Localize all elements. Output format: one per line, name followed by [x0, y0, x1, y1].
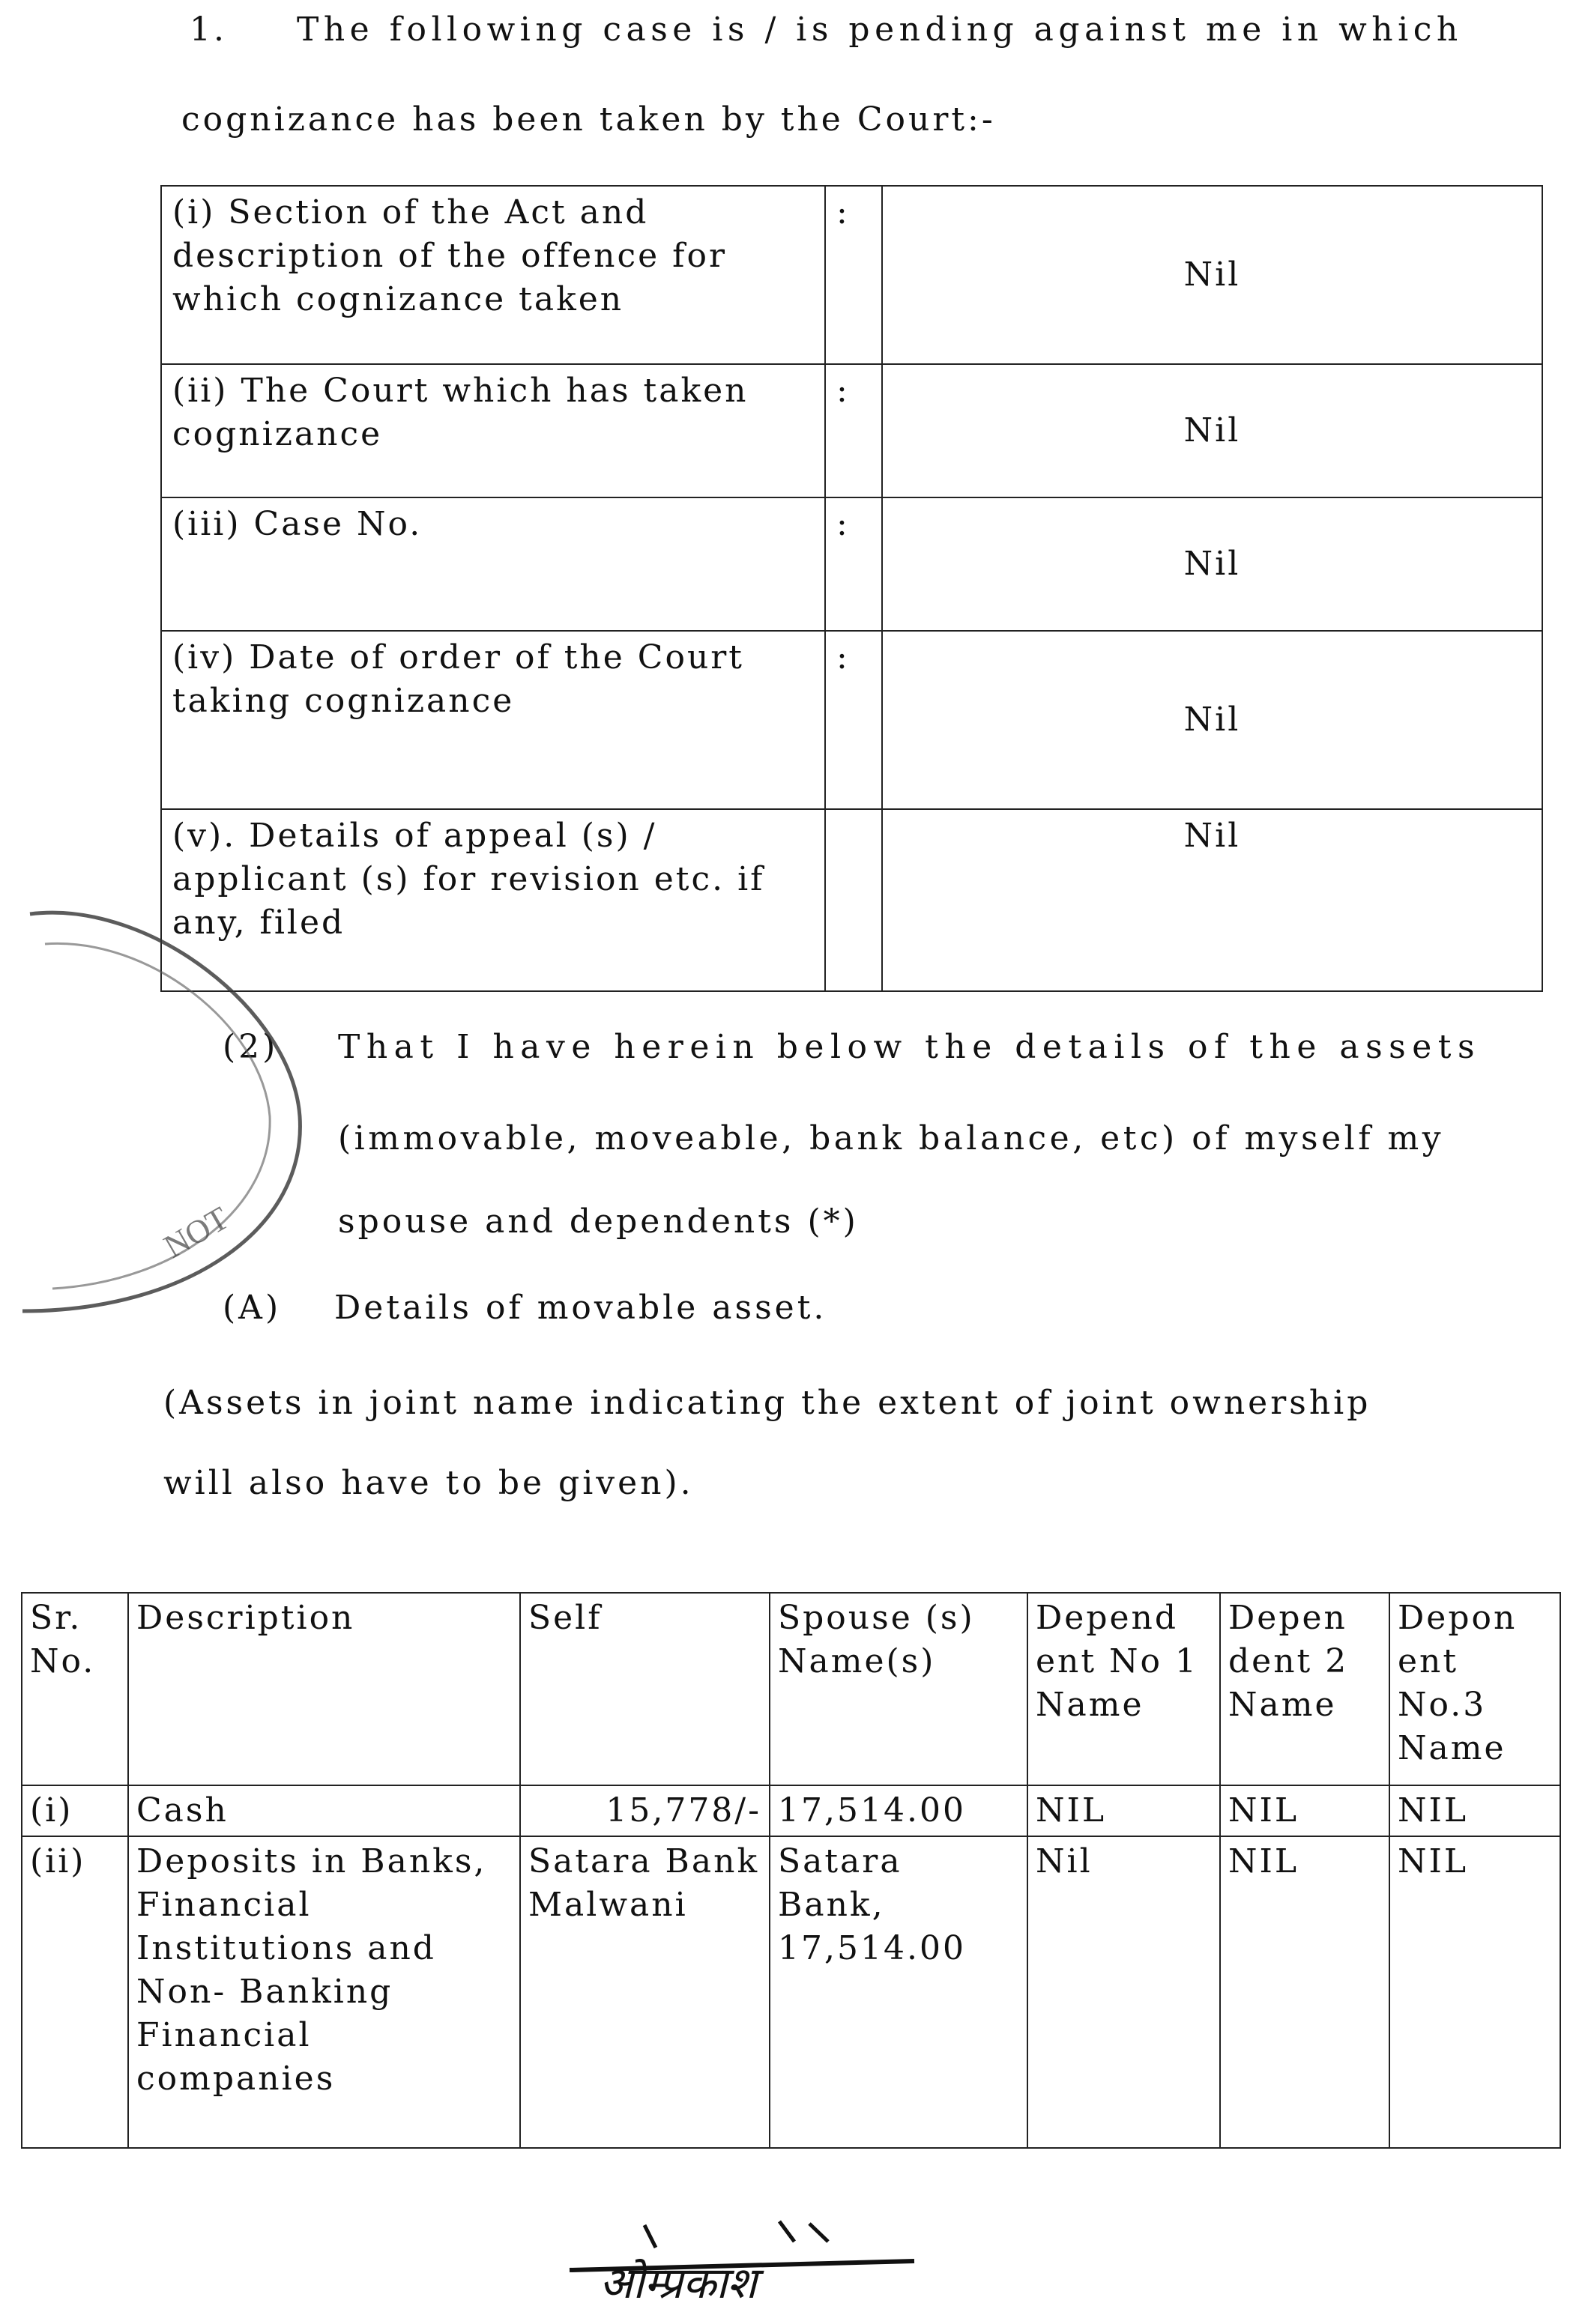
case-label: (ii) The Court which has taken cognizance — [161, 364, 825, 497]
case-value: Nil — [882, 809, 1542, 991]
cell: Cash — [128, 1785, 520, 1836]
signature-text: ओम्प्रकाश — [600, 2257, 757, 2308]
cell: NIL — [1220, 1836, 1389, 2148]
header-dependent-3: Depon ent No.3 Name — [1389, 1593, 1560, 1785]
table-row — [22, 1785, 1560, 1836]
case-value: Nil — [882, 186, 1542, 364]
intro-line-2: cognizance has been taken by the Court:- — [181, 100, 996, 139]
para2-line-3: spouse and dependents (*) — [338, 1202, 859, 1241]
assets-table — [21, 1592, 1561, 2149]
case-label: (iv) Date of order of the Court taking cognizance — [161, 631, 825, 809]
case-label: (v). Details of appeal (s) / applicant (s) for revision etc. if any, filed — [161, 809, 825, 991]
para2-line-2: (immovable, moveable, bank balance, etc) of myself my — [338, 1119, 1445, 1158]
header-spouse: Spouse (s) Name(s) — [770, 1593, 1027, 1785]
cell: NIL — [1389, 1836, 1560, 2148]
case-value: Nil — [882, 497, 1542, 631]
colon: : — [825, 631, 882, 809]
case-label: (i) Section of the Act and description of the offence for which cognizance taken — [161, 186, 825, 364]
section-a-title: Details of movable asset. — [334, 1289, 827, 1327]
intro-line-1: The following case is / is pending against me in which — [297, 10, 1463, 49]
note-line-1: (Assets in joint name indicating the extent of joint ownership — [163, 1384, 1371, 1422]
table-row — [22, 1836, 1560, 2148]
case-label: (iii) Case No. — [161, 497, 825, 631]
case-row — [161, 364, 1542, 497]
case-row — [161, 631, 1542, 809]
case-row — [161, 186, 1542, 364]
svg-text:NOT: NOT — [157, 1199, 235, 1265]
cell: Satara Bank Malwani — [520, 1836, 770, 2148]
colon — [825, 809, 882, 991]
case-value: Nil — [882, 631, 1542, 809]
signature — [555, 2218, 944, 2315]
cell: Deposits in Banks, Financial Institutions and Non- Banking Financial companies — [128, 1836, 520, 2148]
cell: NIL — [1389, 1785, 1560, 1836]
colon: : — [825, 364, 882, 497]
case-row — [161, 497, 1542, 631]
case-table — [160, 185, 1543, 992]
para2-line-1: That I have herein below the details of the assets — [338, 1028, 1482, 1066]
section-a-number: (A) — [223, 1289, 282, 1327]
note-line-2: will also have to be given). — [163, 1464, 694, 1502]
para2-number: (2) — [223, 1028, 279, 1066]
header-self: Self — [520, 1593, 770, 1785]
colon: : — [825, 186, 882, 364]
cell: 15,778/- — [520, 1785, 770, 1836]
header-description: Description — [128, 1593, 520, 1785]
intro-number: 1. — [190, 10, 227, 49]
cell: Nil — [1027, 1836, 1220, 2148]
assets-header-row — [22, 1593, 1560, 1785]
header-dependent-1: Depend ent No 1 Name — [1027, 1593, 1220, 1785]
cell: NIL — [1027, 1785, 1220, 1836]
cell: Satara Bank, 17,514.00 — [770, 1836, 1027, 2148]
cell: 17,514.00 — [770, 1785, 1027, 1836]
cell: (ii) — [22, 1836, 128, 2148]
colon: : — [825, 497, 882, 631]
cell: (i) — [22, 1785, 128, 1836]
cell: NIL — [1220, 1785, 1389, 1836]
notary-stamp — [0, 892, 330, 1341]
header-dependent-2: Depen dent 2 Name — [1220, 1593, 1389, 1785]
case-row — [161, 809, 1542, 991]
header-sr-no: Sr. No. — [22, 1593, 128, 1785]
case-value: Nil — [882, 364, 1542, 497]
